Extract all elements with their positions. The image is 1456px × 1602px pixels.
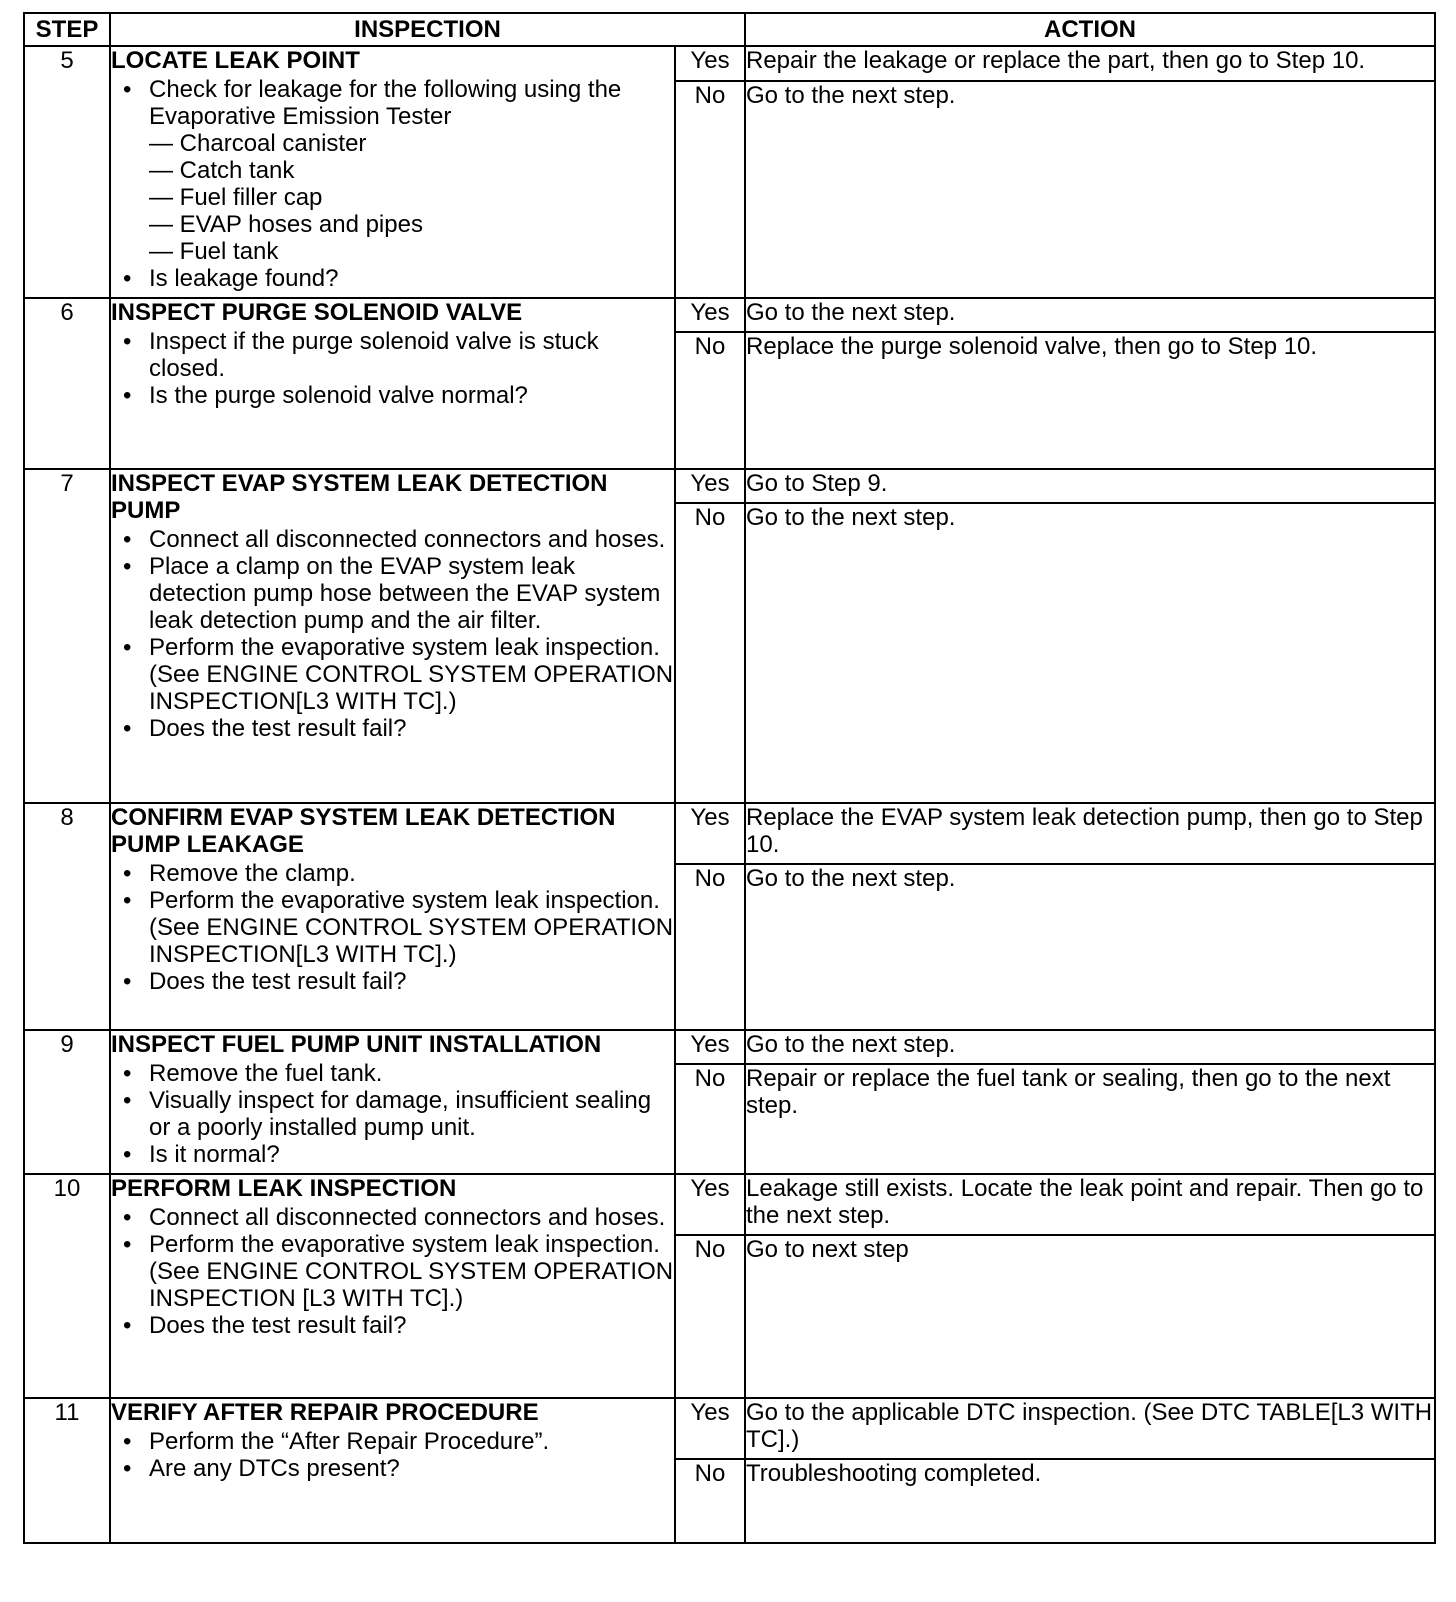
step-number: 7 <box>24 469 110 803</box>
table-row <box>24 1030 1435 1064</box>
no-action: Troubleshooting completed. <box>745 1459 1435 1543</box>
yes-action: Leakage still exists. Locate the leak point and repair. Then go to the next step. <box>745 1174 1435 1235</box>
step-number: 5 <box>24 46 110 298</box>
troubleshooting-table <box>23 12 1436 1544</box>
bullet-list <box>111 1060 674 1168</box>
bullet-text: Check for leakage for the following using the Evaporative Emission Tester <box>149 76 622 130</box>
yes-label: Yes <box>675 1398 745 1459</box>
bullet-item: • Perform the evaporative system leak inspection. (See ENGINE CONTROL SYSTEM OPERATION INSPECTION[L3 WITH TC].) <box>149 634 674 715</box>
bullet-item: • Perform the evaporative system leak inspection. (See ENGINE CONTROL SYSTEM OPERATION INSPECTION[L3 WITH TC].) <box>149 887 674 968</box>
yes-label: Yes <box>675 1030 745 1064</box>
inspection-cell <box>110 803 675 1030</box>
no-action: Repair or replace the fuel tank or sealing, then go to the next step. <box>745 1064 1435 1174</box>
inspection-cell <box>110 1398 675 1543</box>
yes-action: Go to Step 9. <box>745 469 1435 503</box>
no-label: No <box>675 503 745 803</box>
bullet-item: • Does the test result fail? <box>149 968 674 995</box>
step-number: 10 <box>24 1174 110 1398</box>
sub-item: — Catch tank <box>149 157 674 184</box>
sub-item: — EVAP hoses and pipes <box>149 211 674 238</box>
no-action: Go to the next step. <box>745 81 1435 298</box>
inspection-cell <box>110 1174 675 1398</box>
inspection-cell <box>110 298 675 469</box>
no-label: No <box>675 1459 745 1543</box>
bullet-item: • Perform the “After Repair Procedure”. <box>149 1428 674 1455</box>
table-row <box>24 1174 1435 1235</box>
header-action: ACTION <box>745 13 1435 46</box>
bullet-list <box>111 76 674 292</box>
sub-item: — Fuel tank <box>149 238 674 265</box>
bullet-item: • Inspect if the purge solenoid valve is stuck closed. <box>149 328 674 382</box>
step-title: INSPECT PURGE SOLENOID VALVE <box>111 299 523 326</box>
header-step: STEP <box>24 13 110 46</box>
inspection-cell <box>110 46 675 298</box>
bullet-item: • Visually inspect for damage, insufficient sealing or a poorly installed pump unit. <box>149 1087 674 1141</box>
no-label: No <box>675 81 745 298</box>
no-label: No <box>675 864 745 1030</box>
no-action: Go to the next step. <box>745 864 1435 1030</box>
sub-item: — Charcoal canister <box>149 130 674 157</box>
yes-label: Yes <box>675 298 745 332</box>
step-title: INSPECT EVAP SYSTEM LEAK DETECTION PUMP <box>111 470 608 524</box>
table-row <box>24 46 1435 81</box>
bullet-item: • Perform the evaporative system leak inspection. (See ENGINE CONTROL SYSTEM OPERATION INSPECTION [L3 WITH TC].) <box>149 1231 674 1312</box>
bullet-list <box>111 1428 674 1482</box>
bullet-list <box>111 526 674 742</box>
sub-item: — Fuel filler cap <box>149 184 674 211</box>
step-title: PERFORM LEAK INSPECTION <box>111 1175 457 1202</box>
step-number: 11 <box>24 1398 110 1543</box>
yes-label: Yes <box>675 46 745 81</box>
yes-action: Repair the leakage or replace the part, then go to Step 10. <box>745 46 1435 81</box>
step-title: VERIFY AFTER REPAIR PROCEDURE <box>111 1399 539 1426</box>
step-number: 6 <box>24 298 110 469</box>
yes-action: Replace the EVAP system leak detection pump, then go to Step 10. <box>745 803 1435 864</box>
yes-action: Go to the applicable DTC inspection. (See DTC TABLE[L3 WITH TC].) <box>745 1398 1435 1459</box>
yes-label: Yes <box>675 1174 745 1235</box>
step-number: 8 <box>24 803 110 1030</box>
step-title: LOCATE LEAK POINT <box>111 47 360 74</box>
bullet-item: • Is the purge solenoid valve normal? <box>149 382 674 409</box>
no-action: Go to next step <box>745 1235 1435 1398</box>
yes-action: Go to the next step. <box>745 298 1435 332</box>
no-action: Go to the next step. <box>745 503 1435 803</box>
table-header-row <box>24 13 1435 46</box>
header-inspection: INSPECTION <box>110 13 745 46</box>
bullet-list <box>111 860 674 995</box>
bullet-item: • Is it normal? <box>149 1141 674 1168</box>
step-number: 9 <box>24 1030 110 1174</box>
no-label: No <box>675 1064 745 1174</box>
bullet-item: • Connect all disconnected connectors and hoses. <box>149 526 674 553</box>
step-title: INSPECT FUEL PUMP UNIT INSTALLATION <box>111 1031 602 1058</box>
bullet-item: • Is leakage found? <box>149 265 674 292</box>
bullet-item: • Does the test result fail? <box>149 1312 674 1339</box>
no-action: Replace the purge solenoid valve, then go to Step 10. <box>745 332 1435 469</box>
table-row <box>24 298 1435 332</box>
bullet-item: • Remove the fuel tank. <box>149 1060 674 1087</box>
bullet-item: • Are any DTCs present? <box>149 1455 674 1482</box>
sub-list <box>149 130 674 265</box>
bullet-item: • Remove the clamp. <box>149 860 674 887</box>
no-label: No <box>675 332 745 469</box>
bullet-list <box>111 328 674 409</box>
inspection-cell <box>110 469 675 803</box>
yes-label: Yes <box>675 803 745 864</box>
bullet-item: • Does the test result fail? <box>149 715 674 742</box>
table-row <box>24 803 1435 864</box>
bullet-list <box>111 1204 674 1339</box>
no-label: No <box>675 1235 745 1398</box>
table-row <box>24 469 1435 503</box>
step-title: CONFIRM EVAP SYSTEM LEAK DETECTION PUMP LEAKAGE <box>111 804 616 858</box>
bullet-item: • Connect all disconnected connectors and hoses. <box>149 1204 674 1231</box>
table-row <box>24 1398 1435 1459</box>
bullet-item: • Place a clamp on the EVAP system leak detection pump hose between the EVAP system leak detection pump and the air filter. <box>149 553 674 634</box>
bullet-item <box>149 76 674 265</box>
inspection-cell <box>110 1030 675 1174</box>
yes-label: Yes <box>675 469 745 503</box>
yes-action: Go to the next step. <box>745 1030 1435 1064</box>
